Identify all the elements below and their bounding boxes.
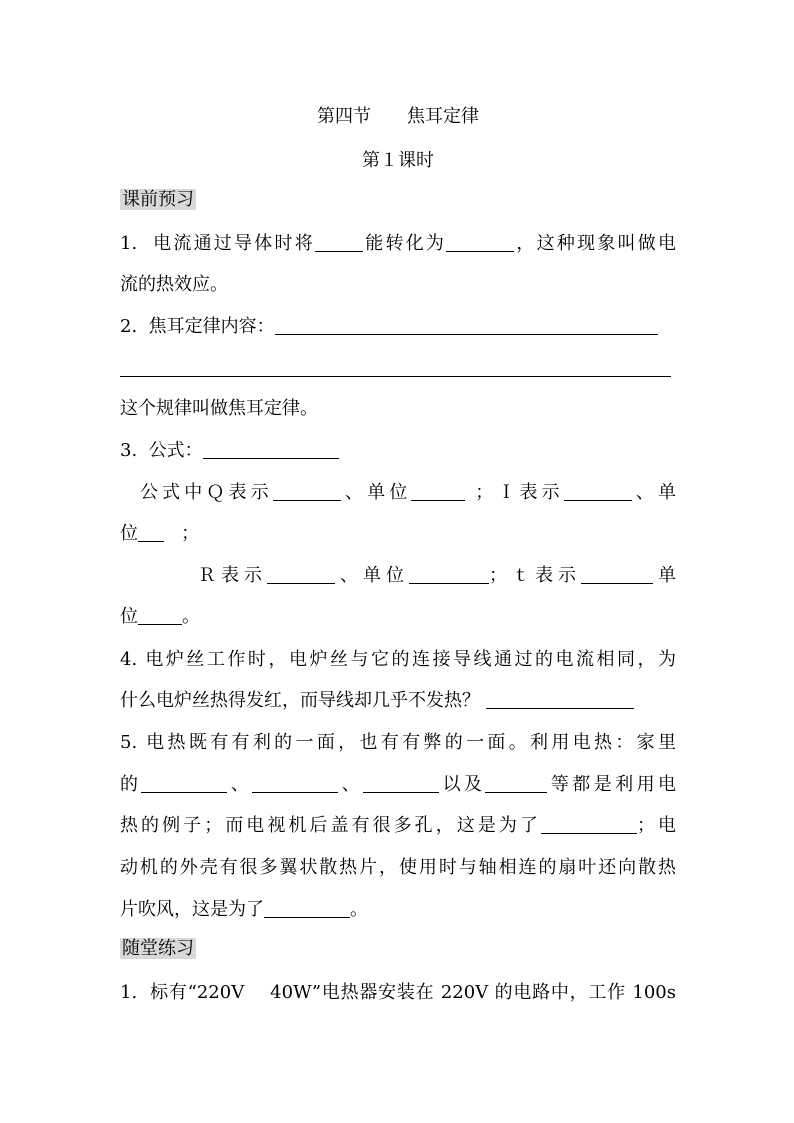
blank[interactable] — [275, 316, 658, 335]
question-3-line-4: 位 。 — [120, 606, 200, 627]
practice-1: 1. 标有“220V 40W”电热器安装在 220V 的电路中，工作 100s — [120, 982, 676, 1003]
question-1-line-2: 流的热效应。 — [120, 274, 228, 295]
question-2: 2. 焦耳定律内容： — [120, 315, 676, 339]
blank[interactable] — [581, 565, 653, 584]
blank[interactable] — [486, 690, 634, 709]
question-3: 3. 公式： — [120, 439, 676, 463]
question-5-line-5: 片吹风，这是为了 。 — [120, 899, 368, 920]
blank[interactable] — [411, 482, 465, 501]
blank[interactable] — [138, 606, 182, 625]
blank[interactable] — [264, 899, 350, 918]
question-4-line-1: 4. 电炉丝工作时，电炉丝与它的连接导线通过的电流相同，为 — [120, 649, 676, 670]
question-3-line-3: Ｒ表示 、单位 ；ｔ表示 单 — [198, 565, 676, 586]
page-title: 第四节 焦耳定律 — [317, 106, 479, 127]
answer-line[interactable] — [120, 376, 671, 377]
question-4-line-2: 什么电炉丝热得发红，而导线却几乎不发热？ — [120, 689, 676, 713]
blank[interactable] — [485, 774, 547, 793]
question-5-line-1: 5. 电热既有有利的一面，也有有弊的一面。利用电热：家里 — [120, 732, 676, 753]
blank[interactable] — [446, 233, 514, 252]
blank[interactable] — [267, 565, 335, 584]
blank[interactable] — [363, 774, 439, 793]
question-5-line-3: 热的例子；而电视机后盖有很多孔，这是为了 ；电 — [120, 815, 677, 836]
blank[interactable] — [203, 440, 339, 459]
question-5-line-2: 的 、 、 以及 等都是利用电 — [120, 774, 677, 795]
blank[interactable] — [138, 523, 164, 542]
question-3-line-1: 公式中Ｑ表示 、单位 ；Ｉ表示 、单 — [140, 482, 677, 503]
question-1-line-1: 1. 电流通过导体时将 能转化为 ，这种现象叫做电 — [120, 233, 677, 254]
question-5-line-4: 动机的外壳有很多翼状散热片，使用时与轴相连的扇叶还向散热 — [120, 857, 676, 878]
page-subtitle: 第１课时 — [362, 150, 434, 171]
blank[interactable] — [273, 482, 341, 501]
blank[interactable] — [409, 565, 489, 584]
question-2-after: 这个规律叫做焦耳定律。 — [120, 398, 318, 419]
blank[interactable] — [141, 774, 227, 793]
section-heading-preview: 课前预习 — [122, 189, 194, 210]
question-3-line-2: 位 ； — [120, 523, 200, 544]
section-heading-practice: 随堂练习 — [122, 938, 194, 959]
blank[interactable] — [252, 774, 338, 793]
blank[interactable] — [315, 233, 363, 252]
blank[interactable] — [541, 815, 637, 834]
blank[interactable] — [564, 482, 632, 501]
